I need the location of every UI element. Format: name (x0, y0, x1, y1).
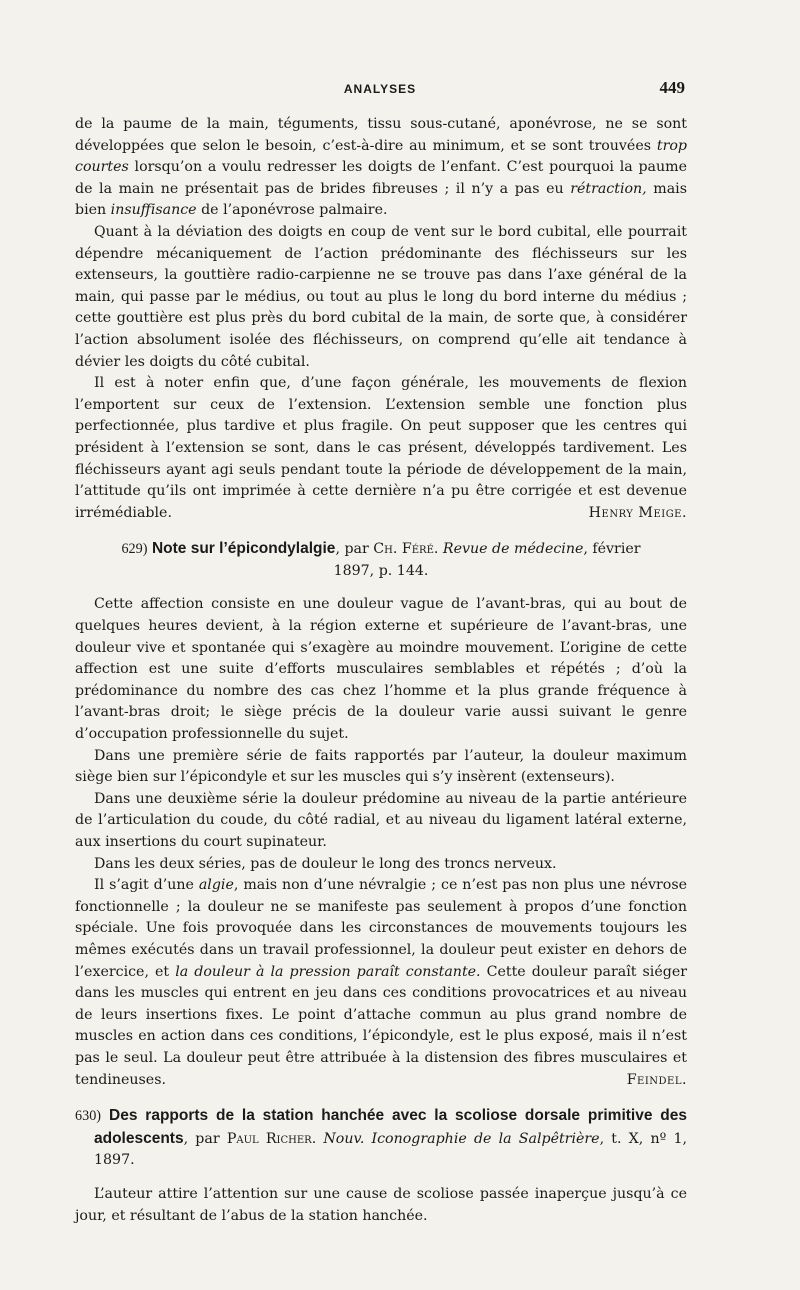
text-run: . (311, 1130, 324, 1147)
entry-journal: Nouv. Iconographie de la Salpêtrière (323, 1130, 600, 1147)
paragraph: Dans une première série de faits rapportés par l’auteur, la douleur maximum siège bien sur l’épicondyle et sur les muscles qui s’y insèrent (extenseurs). (75, 747, 687, 786)
author-signature: Feindel. (626, 1071, 687, 1088)
paragraph (75, 875, 687, 1091)
entry-journal: Revue de médecine (442, 541, 584, 558)
text-run: lorsqu’on a voulu redresser les doigts de l’enfant. C’est pourquoi la paume de la main ne présentait pas de brides fibreuses ; il n’y a pas eu (75, 159, 687, 197)
running-title: ANALYSES (343, 82, 417, 96)
paragraph (75, 114, 687, 222)
emphasis: rétraction, (570, 180, 647, 197)
paragraph: Dans une deuxième série la douleur prédomine au niveau de la partie antérieure de l’articulation du coude, du côté radial, et au niveau du ligament latéral externe, aux insertions du court supinateur. (75, 790, 687, 850)
emphasis: insuffisance (110, 202, 197, 219)
text-run: Il s’agit d’une (94, 877, 199, 894)
abstract-heading-630 (75, 1105, 687, 1172)
entry-number: 630) (75, 1108, 102, 1125)
text-run: , février (583, 541, 641, 558)
page-number: 449 (659, 78, 685, 97)
emphasis: trop courtes (75, 137, 688, 176)
page-body (75, 114, 687, 1227)
text-run: , par (335, 541, 374, 558)
abstract-heading-629 (75, 538, 687, 582)
text-run: Cette douleur paraît siéger dans les muscles qui entrent en jeu dans ces conditions provocatrices et au niveau de leurs insertions fixes. Le point d’attache commun au plus grand nombre de muscles en action dans ces conditions, l’épicondyle, est le plus exposé, mais il n’est pas le seul. La douleur peut être attribuée à la distension des fibres musculaires et tendineuses. (75, 963, 687, 1088)
paragraph: Quant à la déviation des doigts en coup de vent sur le bord cubital, elle pourrait dépendre mécaniquement de l’action prédominante des fléchisseurs sur les extenseurs, la gouttière radio-carpienne ne se trouve pas dans l’axe général de la main, qui passe par le médius, ou tout au plus le long du bord interne du médius ; cette gouttière est plus près du bord cubital de la main, de sorte que, à considérer l’action absolument isolée des fléchisseurs, on comprend qu’elle ait tendance à dévier les doigts du côté cubital. (75, 223, 687, 370)
emphasis: la douleur à la pression paraît constante. (175, 963, 481, 980)
text-run: de la paume de la main, téguments, tissu sous-cutané, aponévrose, ne se sont développées que selon le besoin, c’est-à-dire au minimum, et se sont trouvées (75, 116, 687, 154)
entry-author: Ch. Féré (373, 541, 434, 558)
paragraph: Cette affection consiste en une douleur vague de l’avant-bras, qui au bout de quelques heures devient, à la région externe et supérieure de l’avant-bras, une douleur vive et spontanée qui s’exagère au moindre mouvement. L’origine de cette affection est une suite d’efforts musculaires semblables et répétés ; d’où la prédominance du nombre des cas chez l’homme et la plus grande fréquence à l’avant-bras droit; le siège précis de la douleur varie aussi suivant le genre d’occupation professionnelle du sujet. (75, 596, 687, 743)
text-run: de l’aponévrose palmaire. (196, 202, 388, 219)
paragraph: Dans les deux séries, pas de douleur le long des troncs nerveux. (94, 855, 557, 872)
citation (75, 1105, 687, 1172)
paragraph: L’auteur attire l’attention sur une cause de scoliose passée inaperçue jusqu’à ce jour, et résultant de l’abus de la station hanchée. (75, 1185, 687, 1224)
text-run: , mais non d’une névralgie ; ce n’est pas non plus une névrose fonctionnelle ; la douleur ne se manifeste pas seulement à propos d’une fonction spéciale. Une fois provoquée dans les circonstances de mouvements toujours les mêmes exécutés dans un travail professionnel, la douleur peut exister en dehors de l’exercice, et (75, 877, 687, 980)
entry-date: 1897, p. 144. (333, 562, 429, 579)
entry-author: Paul Richer (226, 1130, 312, 1147)
text-run: , t. X, nº 1, 1897. (94, 1130, 687, 1169)
citation (75, 538, 687, 582)
entry-title: Note sur l’épicondylalgie (151, 540, 336, 558)
emphasis: algie (198, 877, 234, 894)
text-run: mais bien (75, 180, 687, 219)
author-signature: Henry Meige. (588, 504, 687, 521)
text-run: , par (183, 1130, 227, 1147)
text-run: . (433, 541, 443, 558)
entry-number: 629) (121, 541, 148, 558)
paragraph (75, 373, 687, 524)
entry-title: Des rapports de la station hanchée avec la scoliose dorsale primitive des adolescents (94, 1107, 687, 1147)
page-header (75, 78, 685, 100)
text-run: Il est à noter enfin que, d’une façon générale, les mouvements de flexion l’emportent sur ceux de l’extension. L’extension semble une fonction plus perfectionnée, plus tardive et plus fragile. On peut supposer que les centres qui président à l’extension se sont, dans le cas présent, développés tardivement. Les fléchisseurs ayant agi seuls pendant toute la période de développement de la main, l’attitude qu’ils ont imprimée à cette dernière n’a pu être corrigée et est devenue irrémédiable. (75, 375, 687, 521)
